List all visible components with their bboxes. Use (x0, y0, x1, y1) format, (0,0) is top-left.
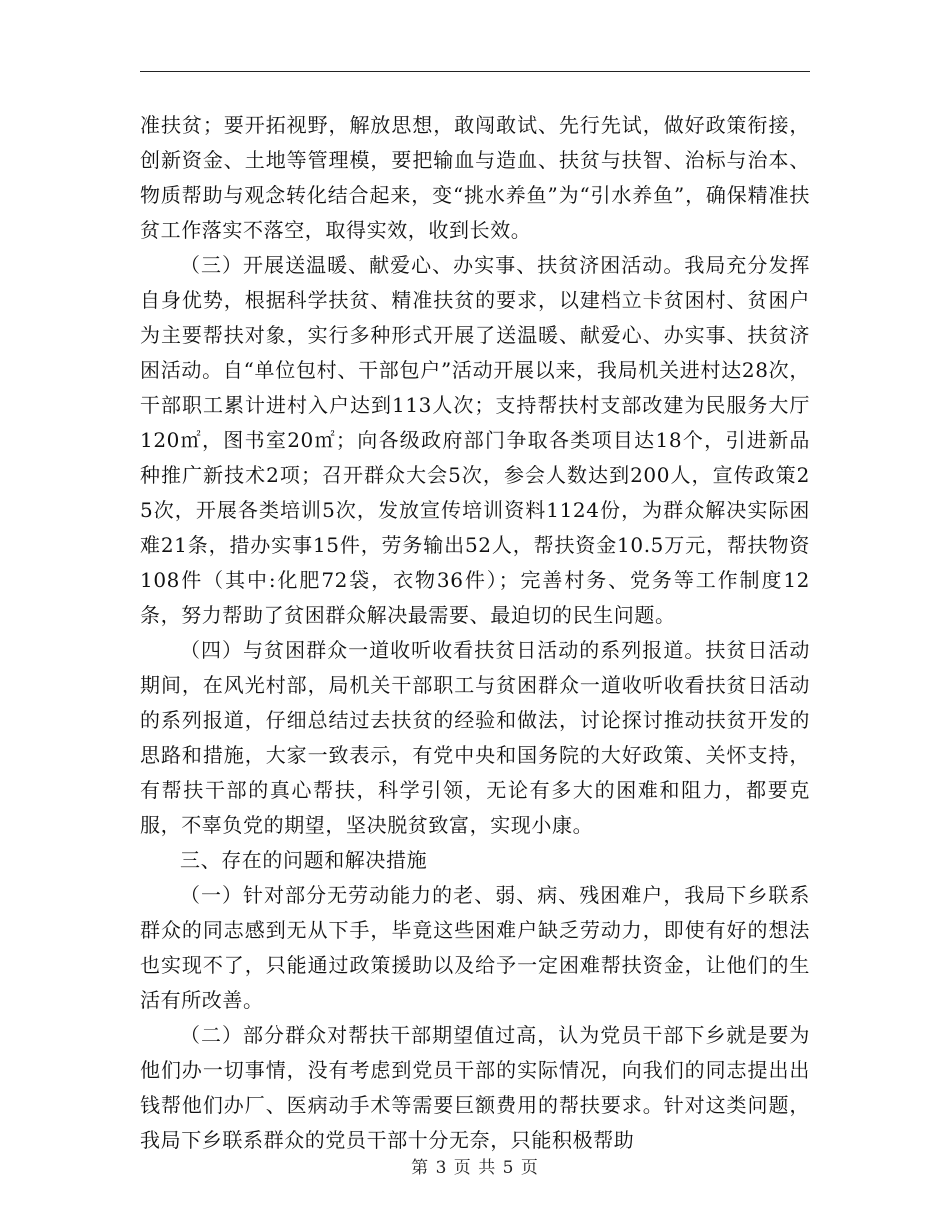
paragraph-activities: （三）开展送温暖、献爱心、办实事、扶贫济困活动。我局充分发挥自身优势，根据科学扶贫、精准扶贫的要求，以建档立卡贫困村、贫困户为主要帮扶对象，实行多种形式开展了送温暖、献爱心、办实事、扶贫济困活动。自“单位包村、干部包户”活动开展以来，我局机关进村达28次，干部职工累计进村入户达到113人次；支持帮扶村支部改建为民服务大厅120㎡，图书室20㎡；向各级政府部门争取各类项目达18个，引进新品种推广新技术2项；召开群众大会5次，参会人数达到200人，宣传政策25次，开展各类培训5次，发放宣传培训资料1124份，为群众解决实际困难21条，措办实事15件，劳务输出52人，帮扶资金10.5万元，帮扶物资108件（其中:化肥72袋，衣物36件）；完善村务、党务等工作制度12条，努力帮助了贫困群众解决最需要、最迫切的民生问题。 (140, 253, 810, 627)
page-number: 第 3 页 共 5 页 (411, 1158, 539, 1178)
section-heading-problems: 三、存在的问题和解决措施 (180, 848, 428, 872)
paragraph-problem-two: （二）部分群众对帮扶干部期望值过高，认为党员干部下乡就是要为他们办一切事情，没有考虑到党员干部的实际情况，向我们的同志提出出钱帮他们办厂、医病动手术等需要巨额费用的帮扶要求。针对这类问题，我局下乡联系群众的党员干部十分无奈，只能积极帮助 (140, 1023, 810, 1152)
paragraph-problem-one: （一）针对部分无劳动能力的老、弱、病、残困难户，我局下乡联系群众的同志感到无从下手，毕竟这些困难户缺乏劳动力，即使有好的想法也实现不了，只能通过政策援助以及给予一定困难帮扶资金，让他们的生活有所改善。 (140, 883, 810, 1012)
paragraph-broadcast: （四）与贫困群众一道收听收看扶贫日活动的系列报道。扶贫日活动期间，在风光村部，局机关干部职工与贫困群众一道收听收看扶贫日活动的系列报道，仔细总结过去扶贫的经验和做法，讨论探讨推动扶贫开发的思路和措施，大家一致表示，有党中央和国务院的大好政策、关怀支持，有帮扶干部的真心帮扶，科学引领，无论有多大的困难和阻力，都要克服，不辜负党的期望，坚决脱贫致富，实现小康。 (140, 638, 810, 837)
header-rule (140, 71, 810, 72)
paragraph-continuation: 准扶贫；要开拓视野，解放思想，敢闯敢试、先行先试，做好政策衔接，创新资金、土地等管理模，要把输血与造血、扶贫与扶智、治标与治本、物质帮助与观念转化结合起来，变“挑水养鱼”为“引水养鱼”，确保精准扶贫工作落实不落空，取得实效，收到长效。 (140, 113, 810, 242)
document-body (140, 108, 810, 1158)
